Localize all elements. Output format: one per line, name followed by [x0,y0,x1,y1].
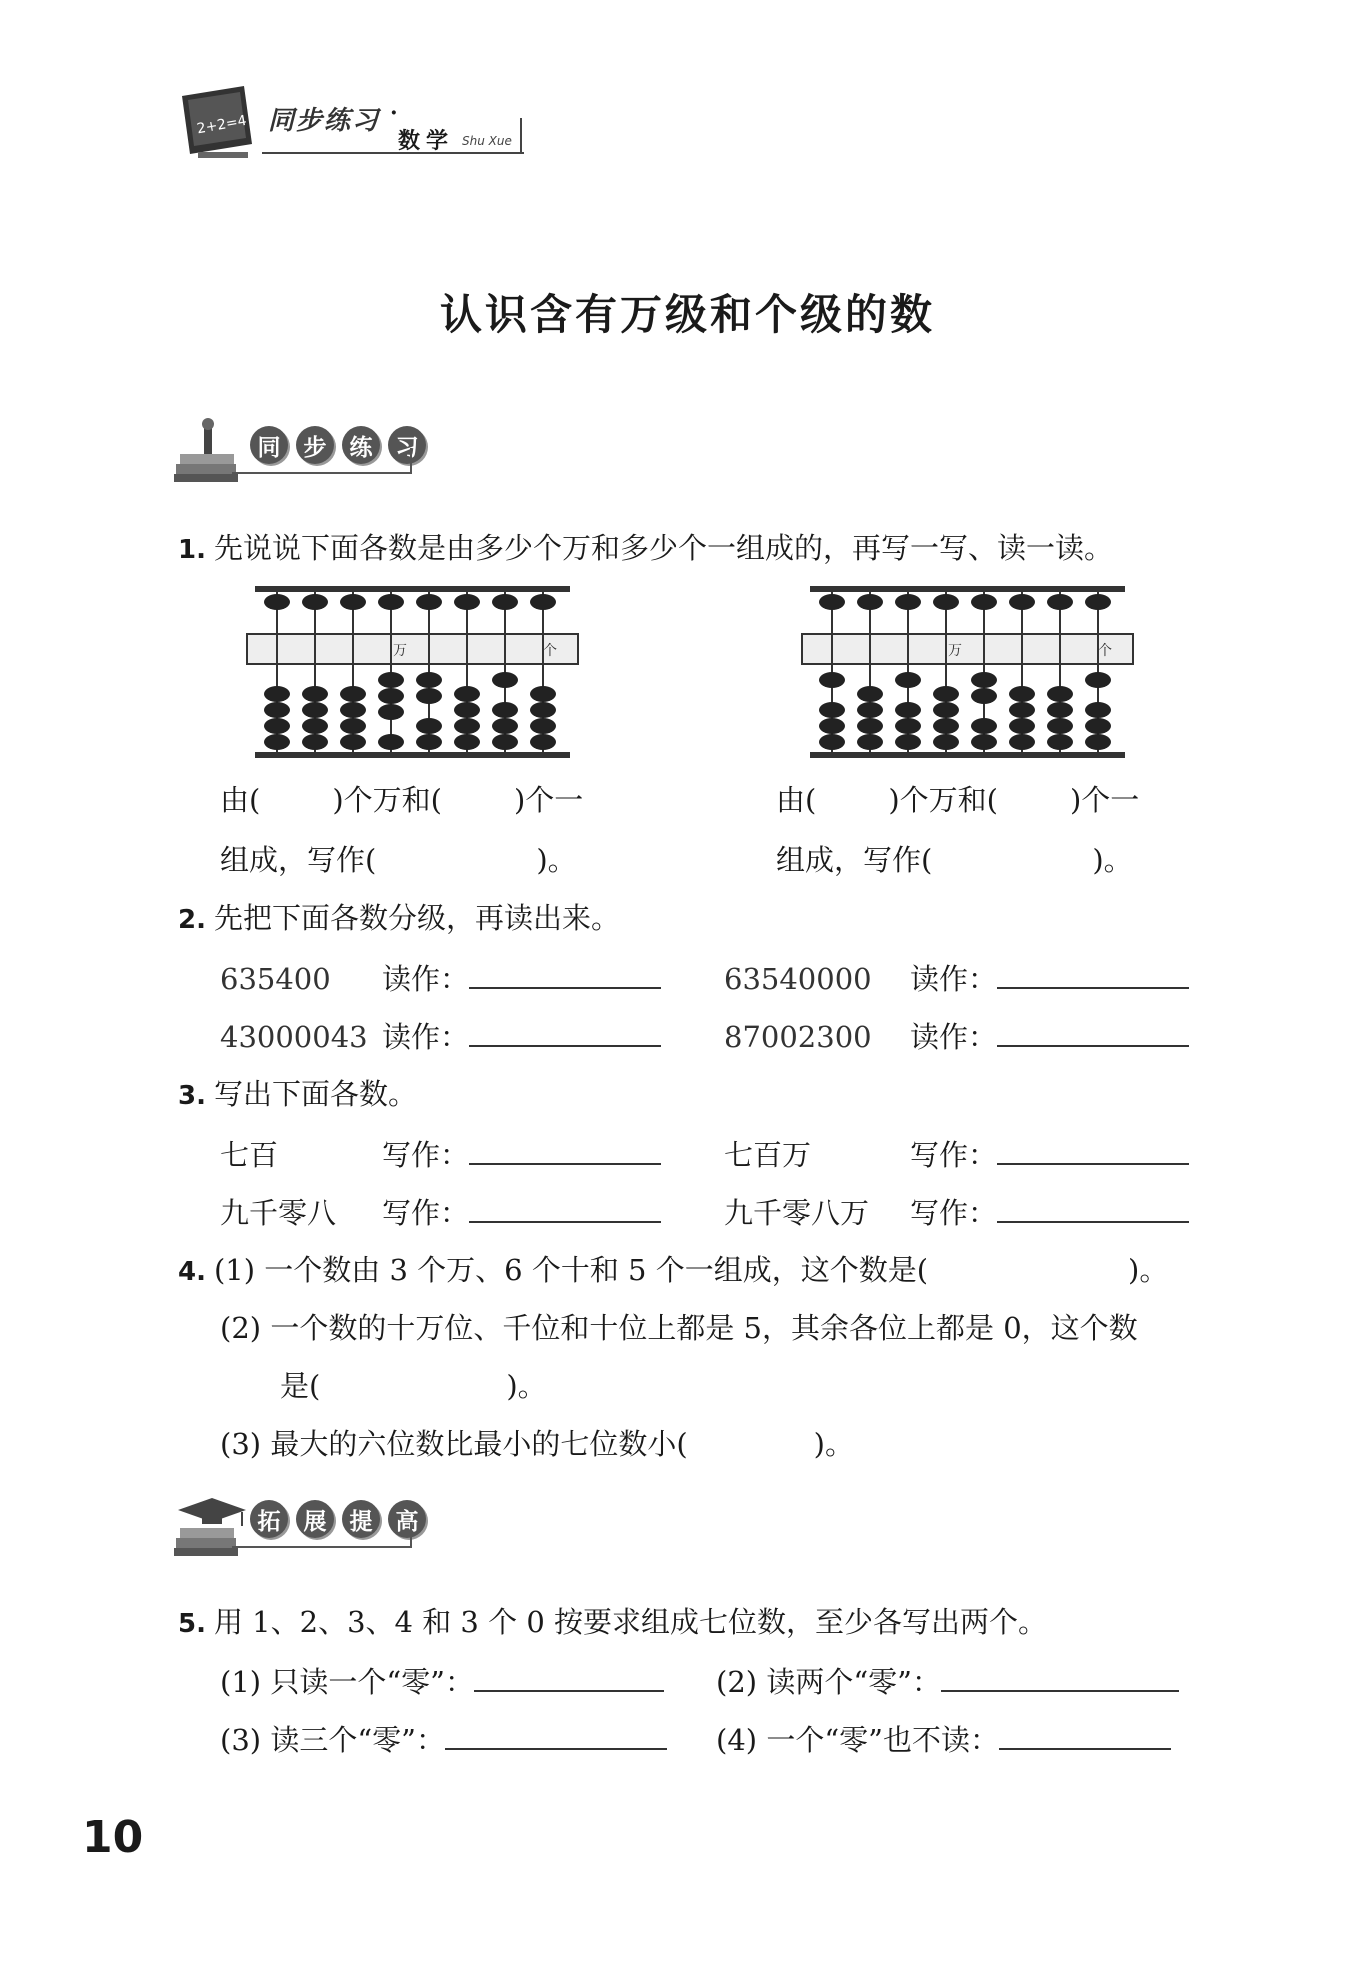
question-text: 先把下面各数分级，再读出来。 [213,901,620,935]
abacus-bead [819,594,845,610]
abacus-bead [454,718,480,734]
q5-item: (3) 读三个“零”： [220,1718,667,1760]
abacus-bead [895,594,921,610]
abacus-bead [819,734,845,750]
q1-fill-right-2: 组成，写作( )。 [776,843,1133,877]
header-title: 同步练习 [268,106,381,136]
abacus-bead [1085,734,1111,750]
abacus-bead [1009,734,1035,750]
q2-item: 635400 读作： [220,957,661,999]
banner-char: 练 [342,426,380,464]
abacus-bead [340,718,366,734]
abacus-bead [1047,734,1073,750]
abacus-bead [1009,594,1035,610]
abacus-bead [340,686,366,702]
graduation-cap-books-icon [172,1486,252,1566]
abacus-bead [492,672,518,688]
q3-prompt [178,1074,417,1116]
abacus-bead [1085,702,1111,718]
abacus-bead [1085,594,1111,610]
abacus-bead [454,594,480,610]
abacus-bead [933,734,959,750]
abacus-bead [1085,718,1111,734]
question-number: 2. [178,905,206,935]
question-number: 3. [178,1081,206,1111]
abacus-bead [933,718,959,734]
section-banner-sync [172,412,452,492]
abacus-bead [416,718,442,734]
abacus-bead [819,718,845,734]
header-rule-vertical [520,118,522,152]
abacus-bead [1047,702,1073,718]
abacus-bead [454,734,480,750]
abacus-label-ge: 个 [543,643,557,659]
q1-fill-right-1: 由( )个万和( )个一 [776,783,1140,817]
desk-lamp-books-icon [172,412,252,492]
abacus-bead [416,672,442,688]
abacus-bead [454,702,480,718]
q3-item: 七百万 写作： [724,1133,1189,1175]
abacus-bead [378,688,404,704]
q3-item: 九千零八万 写作： [724,1191,1189,1233]
q2-item: 63540000 读作： [724,957,1189,999]
q2-item: 43000043 读作： [220,1015,661,1057]
abacus-bead [416,734,442,750]
abacus-bead [264,718,290,734]
abacus-left [245,582,580,762]
abacus-bead [895,702,921,718]
abacus-bead [264,702,290,718]
q4-part2-cont: 是( )。 [280,1369,547,1403]
abacus-bead [530,734,556,750]
abacus-bead [971,594,997,610]
abacus-bead [971,718,997,734]
abacus-bead [819,672,845,688]
abacus-bead [1009,686,1035,702]
q5-item: (4) 一个“零”也不读： [716,1718,1171,1760]
abacus-bead [857,594,883,610]
abacus-bead [530,686,556,702]
abacus-label-wan: 万 [393,643,407,659]
abacus-bead [971,672,997,688]
abacus-label-ge: 个 [1098,643,1112,659]
q1-prompt [178,528,1113,570]
q2-item: 87002300 读作： [724,1015,1189,1057]
abacus-bead [378,672,404,688]
abacus-bead [971,734,997,750]
abacus-bead [264,734,290,750]
abacus-bead [1009,718,1035,734]
q3-item: 九千零八 写作： [220,1191,661,1233]
question-text: 先说说下面各数是由多少个万和多少个一组成的，再写一写、读一读。 [213,531,1113,565]
abacus-bead [340,594,366,610]
abacus-bead [933,702,959,718]
abacus-bead [1047,686,1073,702]
abacus-bead [530,702,556,718]
section-banner-extend [172,1486,452,1566]
abacus-bead [302,686,328,702]
abacus-bead [492,718,518,734]
abacus-bead [895,734,921,750]
header-subject: 数学 [398,128,455,154]
q4-part3: (3) 最大的六位数比最小的七位数小( )。 [220,1427,854,1461]
abacus-bead [492,594,518,610]
page-title: 认识含有万级和个级的数 [439,290,935,339]
abacus-bead [857,702,883,718]
abacus-bead [895,672,921,688]
question-number: 5. [178,1609,206,1639]
abacus-bead [378,594,404,610]
q2-prompt [178,898,620,940]
q1-fill-left-1: 由( )个万和( )个一 [220,783,584,817]
question-number: 4. [178,1257,206,1287]
page-number: 10 [82,1812,144,1863]
abacus-bead [971,688,997,704]
q4-part1: 4. (1) 一个数由 3 个万、6 个十和 5 个一组成，这个数是( )。 [178,1253,1169,1287]
abacus-bead [492,702,518,718]
abacus-right [800,582,1135,762]
banner-char: 高 [388,1500,426,1538]
abacus-bead [378,704,404,720]
banner-char: 提 [342,1500,380,1538]
abacus-bead [378,734,404,750]
q5-item: (2) 读两个“零”： [716,1660,1179,1702]
abacus-bead [819,702,845,718]
banner-char: 习 [388,426,426,464]
banner-char: 同 [250,426,288,464]
abacus-bead [302,718,328,734]
abacus-bead [933,686,959,702]
abacus-label-wan: 万 [948,643,962,659]
abacus-bead [895,718,921,734]
abacus-bead [530,718,556,734]
abacus-bead [1047,718,1073,734]
q3-item: 七百 写作： [220,1133,661,1175]
q4-part2: (2) 一个数的十万位、千位和十位上都是 5，其余各位上都是 0，这个数 [220,1311,1138,1345]
header-rule [262,152,524,154]
abacus-bead [1009,702,1035,718]
q5-item: (1) 只读一个“零”： [220,1660,664,1702]
abacus-bead [857,686,883,702]
blackboard-icon [178,82,256,162]
abacus-bead [454,686,480,702]
abacus-bead [416,594,442,610]
abacus-bead [302,702,328,718]
abacus-bead [416,688,442,704]
header-pinyin: Shu Xue [462,134,512,148]
abacus-bead [933,594,959,610]
header-dot: · [390,100,398,126]
abacus-bead [302,734,328,750]
abacus-bead [340,734,366,750]
blackboard-text: 2+2=4 [195,112,248,138]
abacus-bead [1085,672,1111,688]
banner-char: 拓 [250,1500,288,1538]
q5-prompt [178,1602,1047,1644]
abacus-bead [264,686,290,702]
question-text: 写出下面各数。 [213,1077,417,1111]
abacus-bead [857,734,883,750]
abacus-bead [857,718,883,734]
abacus-bead [340,702,366,718]
banner-char: 步 [296,426,334,464]
abacus-bead [1047,594,1073,610]
abacus-bead [530,594,556,610]
question-text: 用 1、2、3、4 和 3 个 0 按要求组成七位数，至少各写出两个。 [213,1605,1047,1639]
abacus-bead [492,734,518,750]
question-number: 1. [178,535,206,565]
q1-fill-left-2: 组成，写作( )。 [220,843,577,877]
abacus-bead [264,594,290,610]
banner-char: 展 [296,1500,334,1538]
abacus-bead [302,594,328,610]
